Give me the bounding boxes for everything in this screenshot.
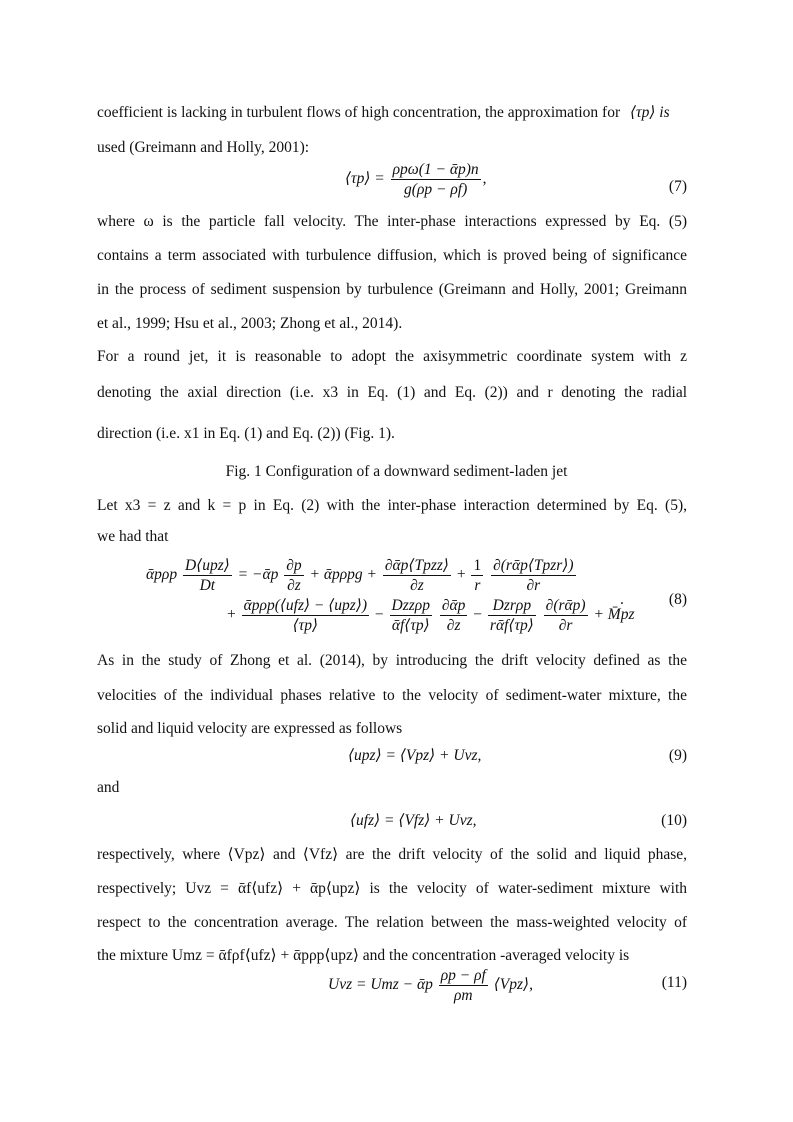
paragraph-line: For a round jet, it is reasonable to adopt the axisymmetric coordinate system with z	[97, 348, 687, 365]
fraction-numerator: ∂(rᾱp)	[545, 597, 586, 614]
equation-punct: ,	[482, 170, 487, 188]
fraction	[488, 596, 536, 635]
fraction-denominator: ∂r	[526, 577, 541, 594]
paragraph-line: As in the study of Zhong et al. (2014), by introducing the drift velocity defined as the	[97, 652, 687, 669]
equation-10: ⟨ufz⟩ = ⟨Vfz⟩ + Uvz,	[350, 812, 477, 829]
fraction-denominator: ∂r	[558, 617, 573, 634]
paragraph-line: contains a term associated with turbulence diffusion, which is proved being of significance	[97, 247, 687, 264]
equation-number: (11)	[661, 974, 687, 991]
equation-7	[345, 160, 487, 199]
fraction-denominator: ρm	[453, 987, 473, 1004]
fraction	[440, 596, 468, 635]
fraction	[383, 556, 451, 595]
paragraph-line: used (Greimann and Holly, 2001):	[97, 139, 310, 156]
fraction-denominator: ∂z	[446, 617, 461, 634]
equation-term: −	[374, 606, 384, 624]
fraction-numerator: 1	[473, 557, 482, 574]
fraction	[183, 556, 232, 595]
fraction-numerator: Dzzρp	[391, 597, 430, 614]
fraction	[242, 596, 369, 635]
fraction	[391, 160, 481, 199]
text-run: coefficient is lacking in turbulent flows of high concentration, the approximation for	[97, 104, 621, 121]
fraction-denominator: ∂z	[287, 577, 301, 594]
fraction-numerator: ∂p	[286, 557, 302, 574]
paragraph-line: respectively, where ⟨Vpz⟩ and ⟨Vfz⟩ are the drift velocity of the solid and liquid phase,	[97, 846, 687, 863]
equation-11	[328, 966, 533, 1005]
fraction-numerator: ρp − ρf	[440, 967, 486, 984]
paragraph-line: respectively; Uvz = ᾱf⟨ufz⟩ + ᾱp⟨upz⟩ is the velocity of water-sediment mixture with	[97, 880, 687, 897]
paragraph-line: and	[97, 779, 120, 796]
text-run: ⟨τp⟩ is	[630, 104, 670, 121]
paragraph-line: Let x3 = z and k = p in Eq. (2) with the inter-phase interaction determined by Eq. (5),	[97, 497, 687, 514]
paragraph-line: solid and liquid velocity are expressed as follows	[97, 720, 403, 737]
paragraph-line: direction (i.e. x1 in Eq. (1) and Eq. (2)) (Fig. 1).	[97, 425, 395, 442]
equation-number: (10)	[661, 812, 687, 829]
fraction	[544, 596, 588, 635]
equation-9: ⟨upz⟩ = ⟨Vpz⟩ + Uvz,	[348, 747, 482, 764]
equation-8-row-1	[146, 556, 578, 595]
paragraph-line: denoting the axial direction (i.e. x3 in Eq. (1) and Eq. (2)) and r denoting the radial	[97, 384, 687, 401]
equation-number: (9)	[668, 747, 687, 764]
equation-punct: .	[620, 591, 624, 608]
fraction-denominator: ᾱf⟨τp⟩	[391, 617, 430, 634]
figure-caption: Fig. 1 Configuration of a downward sediment-laden jet	[225, 463, 568, 480]
paragraph-line: where ω is the particle fall velocity. The inter-phase interactions expressed by Eq. (5)	[97, 213, 687, 230]
equation-term: = −ᾱp	[237, 566, 279, 584]
equation-term: + M̄pz	[593, 606, 635, 624]
paragraph-line: respect to the concentration average. The relation between the mass-weighted velocity of	[97, 914, 687, 931]
equation-term: −	[473, 606, 483, 624]
fraction-denominator: Dt	[199, 577, 216, 594]
equation-8-row-2	[227, 596, 634, 635]
fraction-denominator: rᾱf⟨τp⟩	[489, 617, 534, 634]
equation-number: (7)	[668, 178, 687, 195]
paragraph-line: we had that	[97, 528, 169, 545]
fraction-numerator: Dzrρp	[488, 596, 536, 616]
equation-term: + ᾱpρpg +	[309, 566, 378, 584]
equation-term: ⟨Vpz⟩,	[493, 976, 533, 994]
fraction-denominator: ∂z	[410, 577, 424, 594]
fraction-denominator: ⟨τp⟩	[292, 617, 319, 634]
equation-lhs: ⟨τp⟩ =	[345, 170, 385, 188]
equation-term: +	[227, 606, 236, 624]
fraction	[471, 556, 483, 595]
fraction	[284, 556, 303, 595]
equation-term: ᾱpρp	[146, 566, 178, 584]
fraction-denominator: g(ρp − ρf)	[404, 181, 468, 198]
paragraph-line: in the process of sediment suspension by turbulence (Greimann and Holly, 2001; Greimann	[97, 281, 687, 298]
fraction	[439, 966, 488, 1005]
fraction-numerator: ᾱpρp(⟨ufz⟩ − ⟨upz⟩)	[243, 597, 368, 614]
equation-number: (8)	[668, 591, 687, 608]
equation-lhs: Uvz = Umz − ᾱp	[328, 976, 433, 994]
fraction-numerator: ∂(rᾱp⟨Tpzr⟩)	[493, 557, 574, 574]
fraction	[390, 596, 432, 635]
fraction	[491, 556, 575, 595]
fraction-numerator: ρpω(1 − ᾱp)n	[392, 161, 479, 178]
fraction-numerator: D⟨upz⟩	[184, 557, 230, 574]
paragraph-line: the mixture Umz = ᾱfρf⟨ufz⟩ + ᾱpρp⟨upz⟩ and the concentration -averaged velocity is	[97, 947, 630, 964]
equation-term: +	[456, 566, 466, 584]
paragraph-line: velocities of the individual phases relative to the velocity of sediment-water mixture, the	[97, 687, 687, 704]
fraction-denominator: r	[474, 577, 481, 594]
paragraph-line: et al., 1999; Hsu et al., 2003; Zhong et al., 2014).	[97, 315, 403, 332]
fraction-numerator: ∂ᾱp	[441, 597, 466, 614]
paragraph-line	[97, 103, 687, 123]
fraction-numerator: ∂ᾱp⟨Tpzz⟩	[384, 557, 449, 574]
